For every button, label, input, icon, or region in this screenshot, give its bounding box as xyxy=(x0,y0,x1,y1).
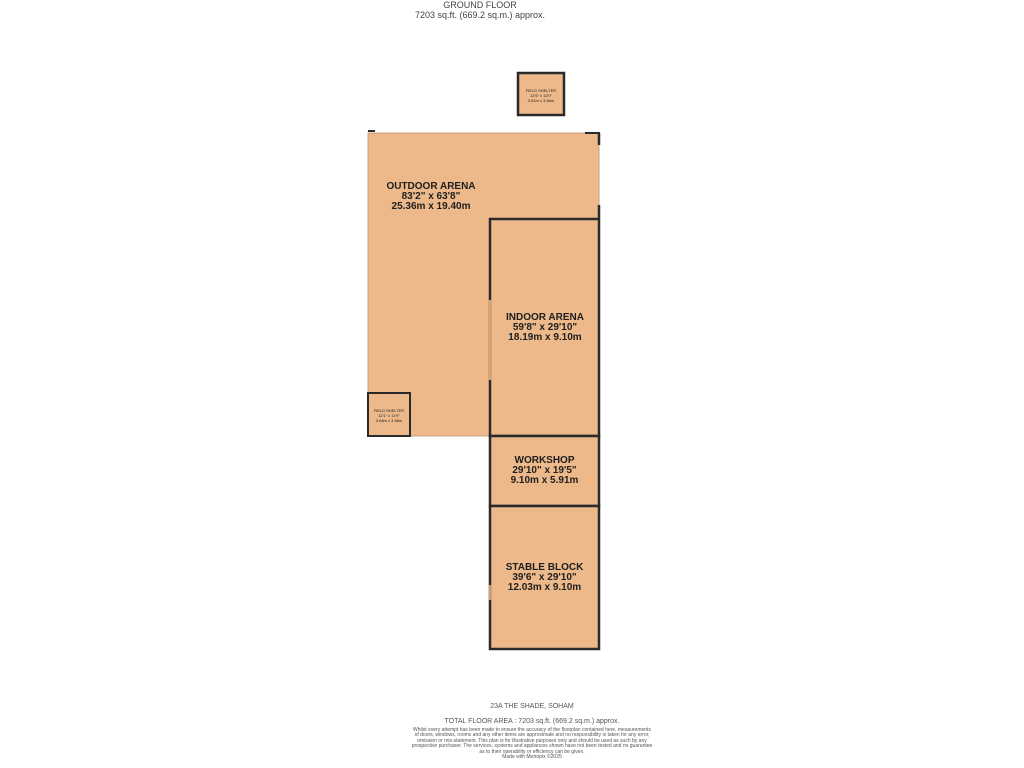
floor-name: GROUND FLOOR xyxy=(443,0,517,10)
disclaimer-line: of doors, windows, rooms and any other items are approximate and no responsibility is taken for any error, xyxy=(414,732,650,739)
room-dims-metric: 25.36m x 19.40m xyxy=(391,201,471,212)
room-dims-metric: 3.81m x 3.66m xyxy=(527,98,555,103)
outdoor-arena-label xyxy=(378,182,484,212)
room-name: INDOOR ARENA xyxy=(506,312,584,323)
disclaimer-line: as to their operability or efficiency can be given. xyxy=(479,748,585,755)
workshop-label xyxy=(490,456,599,486)
room-name: STABLE BLOCK xyxy=(505,562,584,573)
room-dims-imperial: 29'10" x 19'5" xyxy=(512,465,577,476)
room-dims-metric: 9.10m x 5.91m xyxy=(510,475,579,486)
field-shelter-left-label xyxy=(369,408,409,423)
room-dims-metric: 12.03m x 9.10m xyxy=(507,582,582,593)
room-dims-imperial: 83'2" x 63'8" xyxy=(401,191,461,202)
room-name: OUTDOOR ARENA xyxy=(386,181,476,192)
field-shelter-top-label xyxy=(519,88,563,103)
room-name: WORKSHOP xyxy=(514,455,575,466)
property-address: 23A THE SHADE, SOHAM xyxy=(490,703,574,710)
indoor-arena-label xyxy=(492,313,598,343)
room-name: FIELD SHELTER xyxy=(373,408,405,413)
disclaimer-line: Made with Metropix ©2025 xyxy=(502,754,562,761)
disclaimer xyxy=(392,728,672,760)
room-dims-imperial: 12'6" x 12'0" xyxy=(530,93,552,98)
room-dims-imperial: 59'8" x 29'10" xyxy=(512,322,578,333)
disclaimer-line: omission or mis-statement. This plan is for illustrative purposes only and should be used as such by any xyxy=(417,737,647,744)
room-name: FIELD SHELTER xyxy=(525,88,557,93)
room-dims-metric: 18.19m x 9.10m xyxy=(508,332,582,343)
total-floor-area: TOTAL FLOOR AREA : 7203 sq.ft. (669.2 sq.m.) approx. xyxy=(444,718,620,725)
room-dims-imperial: 12'1" x 11'9" xyxy=(378,413,400,418)
disclaimer-line: prospective purchaser. The services, systems and appliances shown have not been tested and no guarantee xyxy=(411,743,653,750)
stable-block-label xyxy=(490,563,599,593)
disclaimer-line: Whilst every attempt has been made to ensure the accuracy of the floorplan contained here, measurements xyxy=(413,727,651,733)
room-dims-imperial: 39'6" x 29'10" xyxy=(512,572,577,583)
floor-area: 7203 sq.ft. (669.2 sq.m.) approx. xyxy=(414,10,546,20)
room-dims-metric: 3.68m x 3.58m xyxy=(375,418,403,423)
